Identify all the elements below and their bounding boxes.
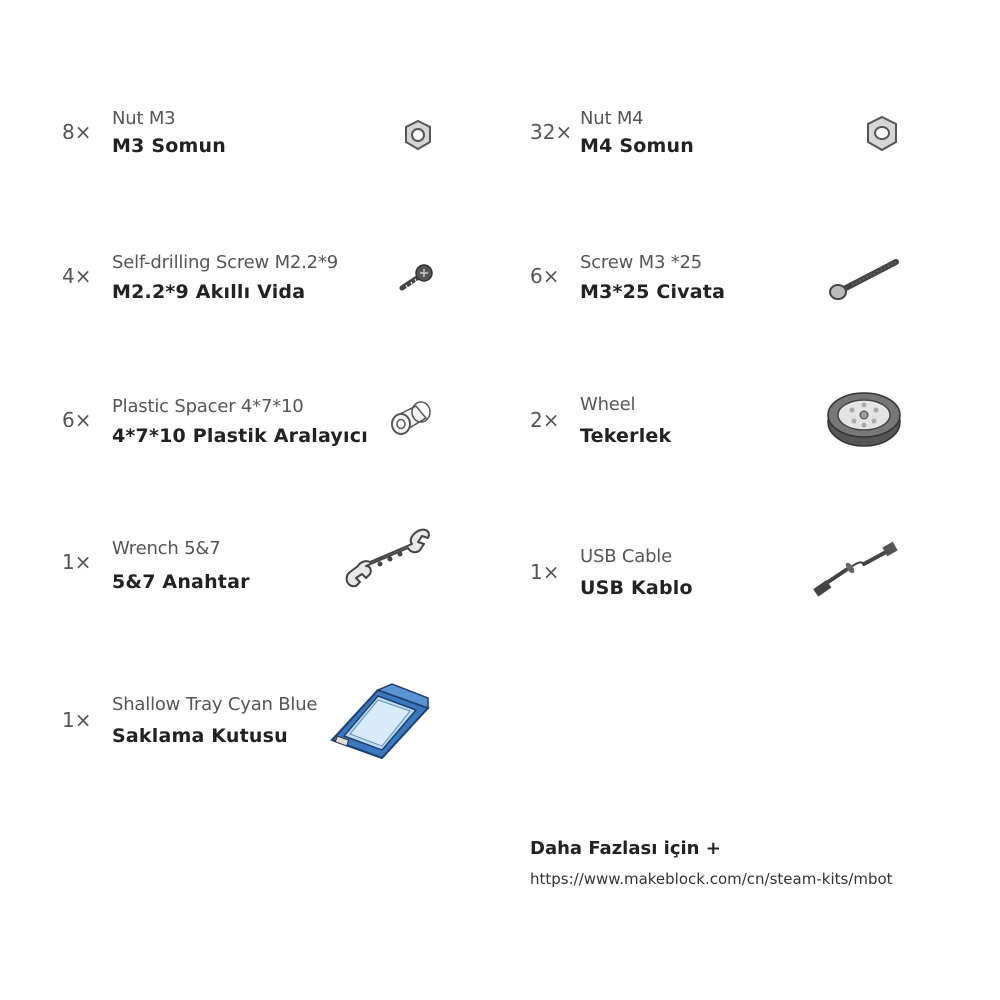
screw-m3-icon (826, 254, 902, 304)
part-name-english: Wrench 5&7 (112, 538, 221, 559)
wheel-icon (824, 388, 904, 450)
more-info-title: Daha Fazlası için + (530, 838, 721, 859)
part-quantity: 1× (62, 550, 92, 574)
part-name-english: Wheel (580, 394, 636, 415)
part-name-turkish: M2.2*9 Akıllı Vida (112, 281, 306, 303)
part-name-english: Screw M3 *25 (580, 252, 703, 273)
part-quantity: 2× (530, 408, 560, 432)
self-drilling-screw-icon (396, 262, 436, 294)
part-name-english: USB Cable (580, 546, 672, 567)
part-quantity: 1× (62, 708, 92, 732)
part-name-english: Self-drilling Screw M2.2*9 (112, 252, 338, 273)
part-name-turkish: 4*7*10 Plastik Aralayıcı (112, 425, 368, 447)
part-name-english: Plastic Spacer 4*7*10 (112, 396, 304, 417)
wrench-icon (342, 528, 436, 594)
part-name-turkish: M3 Somun (112, 135, 226, 157)
part-quantity: 32× (530, 120, 573, 144)
part-quantity: 1× (530, 560, 560, 584)
part-name-turkish: Saklama Kutusu (112, 725, 288, 747)
nut-m4-icon (862, 114, 902, 154)
part-quantity: 8× (62, 120, 92, 144)
part-quantity: 4× (62, 264, 92, 288)
part-name-turkish: Tekerlek (580, 425, 672, 447)
nut-m3-icon (400, 118, 436, 152)
part-name-english: Shallow Tray Cyan Blue (112, 694, 318, 715)
part-name-turkish: M4 Somun (580, 135, 694, 157)
more-info-url[interactable]: https://www.makeblock.com/cn/steam-kits/mbot (530, 870, 893, 888)
part-quantity: 6× (62, 408, 92, 432)
usb-cable-icon (810, 540, 902, 604)
part-name-turkish: 5&7 Anahtar (112, 571, 250, 593)
part-name-english: Nut M4 (580, 108, 644, 129)
part-name-turkish: M3*25 Civata (580, 281, 726, 303)
plastic-spacer-icon (386, 398, 434, 442)
tray-icon (328, 678, 432, 764)
part-quantity: 6× (530, 264, 560, 288)
part-name-turkish: USB Kablo (580, 577, 693, 599)
part-name-english: Nut M3 (112, 108, 176, 129)
